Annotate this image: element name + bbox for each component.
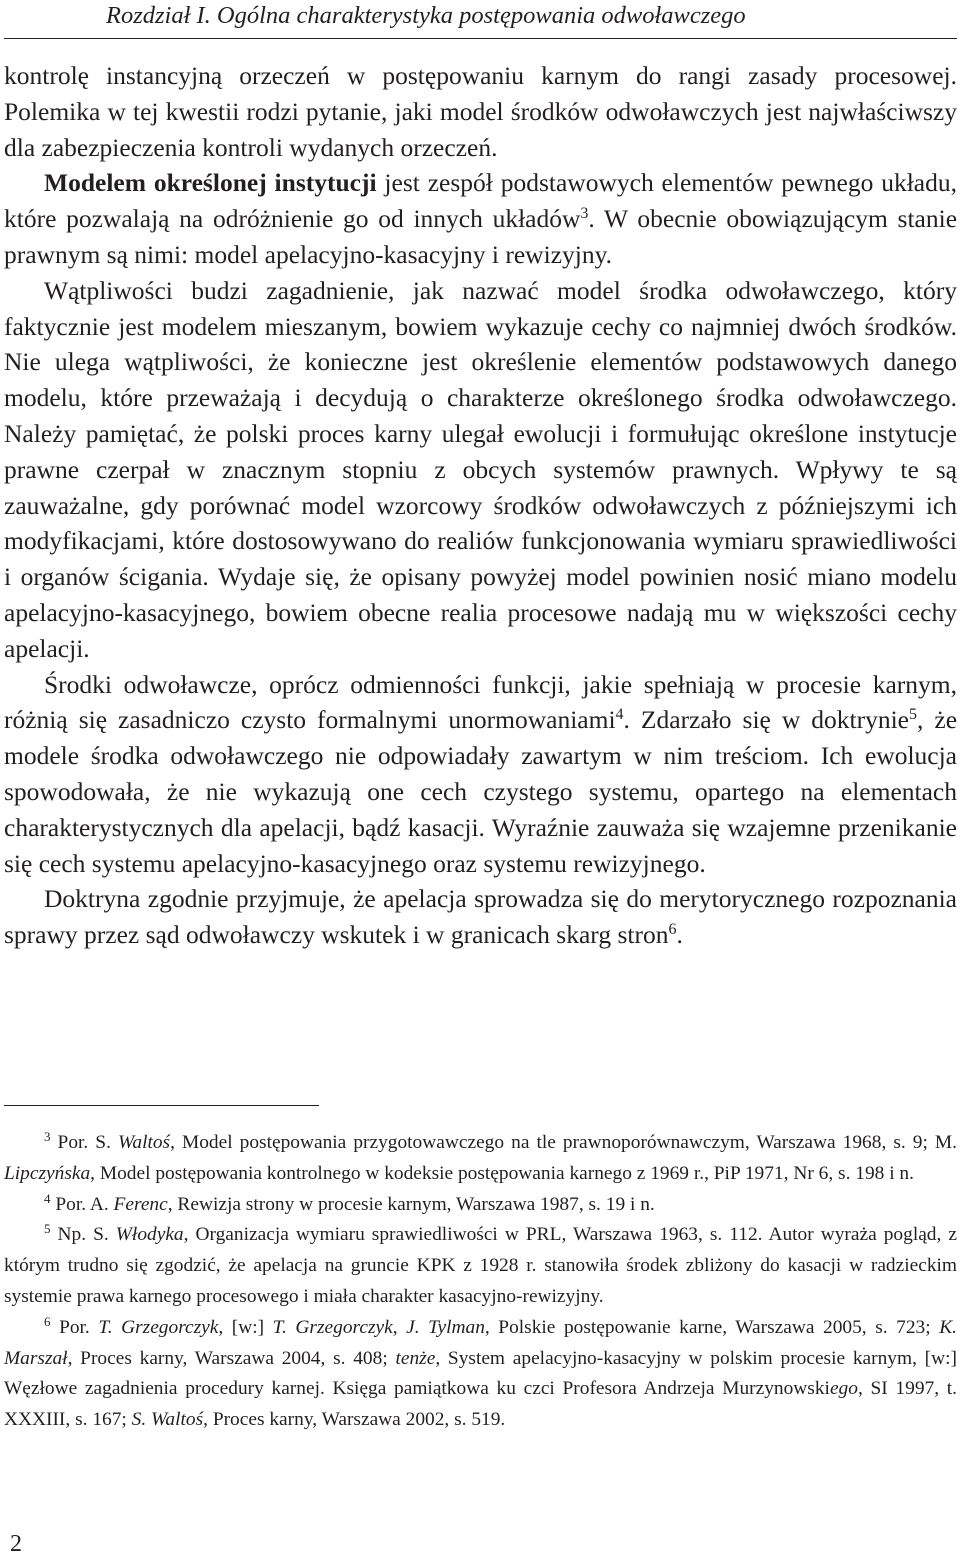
paragraph-5 xyxy=(4,881,957,953)
footnote-ref-6[interactable]: 6 xyxy=(668,921,677,939)
footnote-number: 5 xyxy=(44,1221,51,1237)
footnote-text: , Proces karny, Warszawa 2004, s. 408; xyxy=(67,1347,396,1369)
author-name: Ferenc xyxy=(113,1193,168,1215)
footnote-text: , Model postępowania przygotowawczego na tle prawnoporównawczym, Warszawa 1968, s. 9; M. xyxy=(170,1132,957,1153)
footnote-ref-5[interactable]: 5 xyxy=(909,706,917,724)
footnote-text: Por. xyxy=(50,1316,99,1338)
footnote-text: Np. S. xyxy=(50,1224,116,1246)
main-text xyxy=(4,58,957,953)
defined-term: Modelem określonej instytucji xyxy=(44,168,377,198)
paragraph-2-text-b: . W obecnie obowiązującym stanie prawnym są nimi: model apelacyjno-kasacyjny i rewizyjny. xyxy=(4,204,958,269)
paragraph-5-text-b: . xyxy=(676,920,683,950)
author-name: T. Grzegorczyk xyxy=(272,1316,393,1338)
footnote-text: , Organizacja wymiaru sprawiedliwości w PRL, Warszawa 1963, s. 112. Autor wyraża pogląd, z którym trudno się zgodzić, że apelacja na gruncie KPK z 1928 r. stanowiła środek zbliżony do kasacji w radzieckim systemie prawa karnego procesowego i miała charakter kasacyjno-rewizyjny. xyxy=(4,1224,957,1307)
footnote-ref-4[interactable]: 4 xyxy=(615,706,624,724)
footnote-text: , Polskie postępowanie karne, Warszawa 2005, s. 723; xyxy=(484,1316,940,1338)
footnote-text: Por. S. xyxy=(50,1132,118,1153)
author-name: tenże xyxy=(395,1347,436,1369)
author-name: T. Grzegorczyk xyxy=(98,1316,219,1338)
header-rule xyxy=(4,38,957,39)
author-name: ego xyxy=(829,1378,858,1400)
running-head: Rozdział I. Ogólna charakterystyka postępowania odwoławczego xyxy=(106,2,746,29)
footnote-text: , System apelacyjno-kasacyjny w polskim procesie karnym, [w:] Węzłowe zagadnienia procedury karnej. Księga pamiątkowa ku czci Profesora Andrzeja Murzynowski xyxy=(4,1347,957,1400)
footnote-3 xyxy=(4,1128,957,1190)
footnote-text: , Rewizja strony w procesie karnym, Warszawa 1987, s. 19 i n. xyxy=(167,1193,655,1215)
footnote-text: , Model postępowania kontrolnego w kodeksie postępowania karnego z 1969 r., PiP 1971, Nr 6, s. 198 i n. xyxy=(90,1162,914,1184)
author-name: K. Marszał xyxy=(4,1316,957,1369)
author-name: S. Waltoś xyxy=(131,1409,204,1431)
author-name: Waltoś xyxy=(118,1132,171,1153)
paragraph-2 xyxy=(4,165,957,272)
footnote-5 xyxy=(4,1220,957,1312)
paragraph-4-text-a: Środki odwoławcze, oprócz odmienności funkcji, jakie spełniają w procesie karnym, różnią się zasadniczo czysto formalnymi unormowaniami xyxy=(4,669,957,735)
footnote-text: , SI 1997, t. XXXIII, s. 167; xyxy=(4,1378,957,1431)
paragraph-2-text-a: jest zespół podstawowych elementów pewnego układu, które pozwalają na odróżnienie go od innych układów xyxy=(4,168,957,234)
footnote-text: Por. A. xyxy=(50,1193,114,1215)
footnote-text: , Proces karny, Warszawa 2002, s. 519. xyxy=(203,1409,506,1431)
paragraph-4-text-c: , że modele środka odwoławczego nie odpowiadały zawartym w nim treściom. Ich ewolucja spowodowała, że nie wykazują one cech czystego systemu, opartego na elementach charakterystycznych dla apelacji, bądź kasacji. Wyraźnie zauważa się wzajemne przenikanie się cech systemu apelacyjno-kasacyjnego oraz systemu rewizyjnego. xyxy=(4,705,958,878)
author-name: Włodyka xyxy=(115,1224,184,1246)
footnote-number: 4 xyxy=(44,1190,51,1206)
footnotes xyxy=(4,1128,957,1436)
footnote-ref-3[interactable]: 3 xyxy=(580,205,589,223)
paragraph-1: kontrolę instancyjną orzeczeń w postępowaniu karnym do rangi zasady procesowej. Polemika w tej kwestii rodzi pytanie, jaki model środków odwoławczych jest najwłaściwszy dla zabezpieczenia kontroli wydanych orzeczeń. xyxy=(4,61,957,162)
footnote-text: , xyxy=(392,1316,407,1338)
page-number: 2 xyxy=(10,1531,22,1557)
author-name: Lipczyńska xyxy=(4,1162,91,1184)
footnote-number: 6 xyxy=(44,1313,51,1329)
footnote-6 xyxy=(4,1313,957,1436)
paragraph-5-text-a: Doktryna zgodnie przyjmuje, że apelacja sprowadza się do merytorycznego rozpoznania sprawy przez sąd odwoławczy wskutek i w granicach skarg stron xyxy=(4,884,957,950)
footnote-separator xyxy=(4,1105,319,1106)
footnote-text: , [w:] xyxy=(218,1316,273,1338)
paragraph-3: Wątpliwości budzi zagadnienie, jak nazwać model środka odwoławczego, który faktycznie jest modelem mieszanym, bowiem wykazuje cechy co najmniej dwóch środków. Nie ulega wątpliwości, że konieczne jest określenie elementów podstawowych danego modelu, które przeważają i decydują o charakterze określonego środka odwoławczego. Należy pamiętać, że polski proces karny ulegał ewolucji i formułując określone instytucje prawne czerpał w znacznym stopniu z obcych systemów prawnych. Wpływy te są zauważalne, gdy porównać model wzorcowy środków odwoławczych z późniejszymi ich modyfikacjami, które dostosowywano do realiów funkcjonowania wymiaru sprawiedliwości i organów ścigania. Wydaje się, że opisany powyżej model powinien nosić miano modelu apelacyjno-kasacyjnego, bowiem obecne realia procesowe nadają mu w większości cechy apelacji. xyxy=(4,275,957,663)
paragraph-4 xyxy=(4,667,957,882)
footnote-number: 3 xyxy=(44,1129,51,1144)
footnote-4 xyxy=(4,1190,957,1221)
paragraph-4-text-b: . Zdarzało się w doktrynie xyxy=(623,705,909,735)
author-name: J. Tylman xyxy=(406,1316,485,1338)
